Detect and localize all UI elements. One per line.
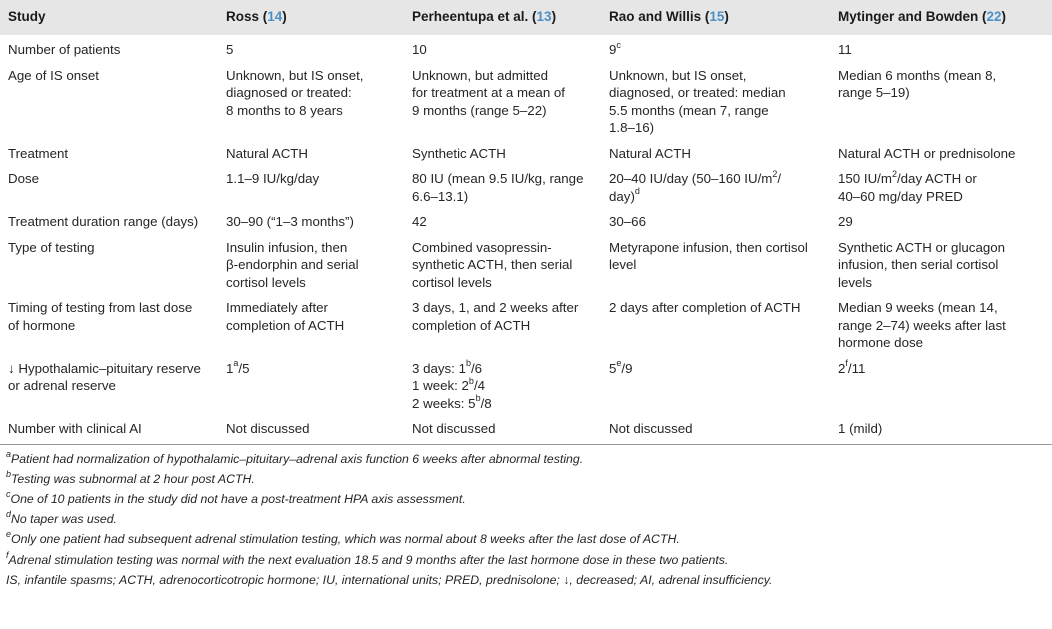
footnote: [6, 509, 1046, 529]
cell-line: ↓ Hypothalamic–pituitary reserve: [8, 360, 201, 376]
superscript: 2: [891, 168, 897, 179]
row-label: [0, 295, 218, 356]
footnote-text: IS, infantile spasms; ACTH, adrenocorticotropic hormone; IU, international units; PRED, prednisolone; ↓, decreased; AI, adrenal insufficiency.: [6, 572, 773, 587]
footnote-text: One of 10 patients in the study did not have a post-treatment HPA axis assessment.: [10, 491, 466, 506]
header-perheentupa: [404, 0, 601, 35]
footnote-text: No taper was used.: [11, 512, 117, 527]
cell-line: 80 IU (mean 9.5 IU/kg, range: [412, 171, 584, 186]
cell: Not discussed: [601, 416, 830, 444]
cell-text: 3 days: 1: [412, 360, 466, 376]
row-clinical-ai: [0, 416, 1052, 444]
footnote-mark: e: [6, 529, 12, 540]
cell-text: /9: [621, 360, 633, 376]
cell-text: /day ACTH or: [896, 171, 977, 186]
header-text: Mytinger and Bowden (: [838, 9, 987, 24]
footnote-mark: b: [465, 358, 471, 369]
cell: 29: [838, 214, 853, 229]
header-text: ): [724, 9, 729, 24]
cell-line: 9 months (range 5–22): [412, 102, 547, 118]
cell-line: [609, 188, 822, 206]
cell: Natural ACTH or prednisolone: [838, 145, 1016, 161]
cell-text: /6: [470, 360, 483, 376]
cell-line: Insulin infusion, then: [226, 239, 348, 255]
cell: [218, 295, 404, 356]
cell-line: [412, 377, 593, 395]
header-text: ): [1001, 9, 1007, 24]
header-text: ): [551, 9, 557, 24]
cell-line: Unknown, but admitted: [412, 67, 549, 83]
cell: [601, 35, 830, 63]
footnote-mark: c: [6, 488, 11, 499]
cell-line: 2 days after completion of ACTH: [609, 300, 801, 315]
cell-line: Metyrapone infusion, then cortisol: [609, 239, 808, 255]
cell-line: completion of ACTH: [412, 317, 531, 333]
footnote-mark: b: [475, 393, 481, 404]
cell-line: Median 9 weeks (mean 14,: [838, 300, 998, 315]
cell-line: 8 months to 8 years: [226, 102, 343, 118]
reference-link[interactable]: 22: [986, 9, 1002, 24]
footnote: [6, 449, 1046, 469]
cell-line: 3 days, 1, and 2 weeks after: [412, 300, 579, 315]
row-label: Age of IS onset: [8, 67, 99, 83]
cell-line: diagnosed, or treated: median: [609, 85, 786, 100]
row-label: Type of testing: [8, 239, 95, 255]
header-ross: [218, 0, 404, 35]
cell-line: [412, 395, 593, 413]
cell-line: β-endorphin and serial: [226, 257, 359, 272]
row-label: Number of patients: [8, 42, 121, 57]
footnote-text: Only one patient had subsequent adrenal stimulation testing, which was normal about 8 weeks after the last dose of ACTH.: [11, 532, 680, 547]
cell-line: 5.5 months (mean 7, range: [609, 102, 769, 118]
row-label: Dose: [8, 171, 40, 186]
cell: [404, 166, 601, 209]
cell: Not discussed: [218, 416, 404, 444]
cell: Not discussed: [404, 416, 601, 444]
header-mytinger-bowden: [830, 0, 1052, 35]
cell-line: 40–60 mg/day PRED: [838, 188, 963, 204]
footnote-mark: b: [468, 375, 474, 386]
cell: Synthetic ACTH: [412, 145, 506, 161]
row-reserve: [0, 356, 1052, 417]
row-label: Treatment: [8, 145, 69, 161]
cell-line: Combined vasopressin-: [412, 239, 552, 255]
cell-text: 9: [609, 42, 617, 57]
cell-line: of hormone: [8, 317, 76, 333]
cell: Natural ACTH: [226, 145, 309, 161]
superscript: 2: [772, 168, 778, 179]
footnote-mark: e: [616, 358, 622, 369]
cell-line: Timing of testing from last dose: [8, 300, 193, 315]
cell: [404, 295, 601, 356]
cell: Natural ACTH: [609, 145, 692, 161]
row-timing-of-testing: [0, 295, 1052, 356]
cell: 42: [412, 214, 427, 229]
cell: [601, 356, 830, 417]
cell-text: /4: [473, 378, 486, 393]
cell: [404, 235, 601, 296]
cell-text: /11: [847, 360, 866, 376]
footnote-mark: a: [6, 448, 12, 459]
cell: [830, 295, 1052, 356]
abbreviations: [6, 570, 1046, 590]
cell-line: for treatment at a mean of: [412, 85, 565, 100]
cell-line: hormone dose: [838, 335, 924, 350]
footnote-mark: b: [6, 468, 12, 479]
cell: 1 (mild): [830, 416, 1052, 444]
cell-line: 6.6–13.1): [412, 188, 469, 204]
cell: 11: [838, 42, 852, 57]
row-type-of-testing: [0, 235, 1052, 296]
row-number-of-patients: [0, 35, 1052, 63]
cell-line: [609, 170, 822, 188]
cell-line: diagnosed or treated:: [226, 85, 352, 100]
header-rao-willis: [601, 0, 830, 35]
footnote-text: Patient had normalization of hypothalamic–pituitary–adrenal axis function 6 weeks after abnormal testing.: [11, 451, 584, 466]
cell-line: completion of ACTH: [226, 317, 345, 333]
cell: 30–90 (“1–3 months”): [226, 214, 354, 229]
cell-text: /: [777, 171, 782, 186]
cell-text: 20–40 IU/day (50–160 IU/m: [609, 171, 773, 186]
footnote-text: Adrenal stimulation testing was normal with the next evaluation 18.5 and 9 months after the last hormone dose in these two patients.: [8, 552, 729, 567]
cell: [601, 63, 830, 141]
header-text: ): [282, 9, 287, 24]
cell-text: 5: [609, 360, 617, 376]
header-text: Perheentupa et al. (: [412, 9, 537, 24]
cell: [830, 63, 1052, 141]
header-text: Rao and Willis (: [609, 9, 710, 24]
row-label: Treatment duration range (days): [8, 214, 199, 229]
cell: [601, 166, 830, 209]
footnote: [6, 550, 1046, 570]
cell: [601, 295, 830, 356]
cell-text: 2 weeks: 5: [412, 395, 476, 411]
cell-line: [838, 170, 1044, 188]
cell: [830, 235, 1052, 296]
cell-text: 2: [838, 360, 846, 376]
footnote-mark: f: [845, 358, 848, 369]
row-label: [0, 356, 218, 417]
cell-line: levels: [838, 274, 872, 290]
cell-text: /5: [238, 360, 250, 376]
reference-link[interactable]: 13: [536, 9, 552, 24]
cell-text: day): [609, 188, 635, 204]
cell-line: range 5–19): [838, 85, 910, 100]
cell-line: synthetic ACTH, then serial: [412, 257, 573, 272]
cell-text: 150 IU/m: [838, 171, 892, 186]
cell-line: Synthetic ACTH or glucagon: [838, 239, 1006, 255]
cell-text: 1: [226, 360, 234, 376]
footnote-mark: d: [6, 509, 12, 520]
footnote-mark: d: [634, 186, 640, 197]
cell-line: or adrenal reserve: [8, 378, 116, 393]
cell-text: 1 week: 2: [412, 378, 469, 393]
cell-line: Median 6 months (mean 8,: [838, 67, 997, 83]
cell-line: Immediately after: [226, 300, 328, 315]
row-age-of-onset: [0, 63, 1052, 141]
cell: 10: [412, 42, 427, 57]
cell-line: [412, 360, 593, 378]
cell-line: Unknown, but IS onset,: [226, 67, 364, 83]
footnote-mark: c: [616, 39, 621, 50]
reference-link[interactable]: 14: [267, 9, 283, 24]
cell-line: cortisol levels: [226, 274, 306, 290]
cell: [830, 166, 1052, 209]
reference-link[interactable]: 15: [709, 9, 725, 24]
cell: 30–66: [609, 214, 646, 229]
cell: [218, 356, 404, 417]
cell-line: infusion, then serial cortisol: [838, 257, 999, 272]
cell: [218, 63, 404, 141]
cell: 5: [226, 42, 234, 57]
table-footnotes: [0, 445, 1052, 590]
cell: [404, 356, 601, 417]
row-dose: [0, 166, 1052, 209]
header-study: Study: [8, 9, 46, 24]
cell-line: Unknown, but IS onset,: [609, 67, 747, 83]
row-label: Number with clinical AI: [0, 416, 218, 444]
cell: 1.1–9 IU/kg/day: [226, 171, 320, 186]
cell: [404, 63, 601, 141]
row-treatment-duration: [0, 209, 1052, 235]
cell: [218, 235, 404, 296]
footnote: [6, 529, 1046, 549]
footnote-mark: f: [6, 549, 9, 560]
cell-line: 1.8–16): [609, 120, 655, 135]
row-treatment: [0, 141, 1052, 167]
table-header-row: [0, 0, 1052, 35]
cell-line: level: [609, 257, 637, 272]
cell-line: range 2–74) weeks after last: [838, 317, 1006, 333]
cell-line: cortisol levels: [412, 274, 492, 290]
cell: [601, 235, 830, 296]
footnote-text: Testing was subnormal at 2 hour post ACTH.: [11, 471, 255, 486]
cell-text: /8: [480, 395, 492, 411]
footnote: [6, 469, 1046, 489]
header-text: Ross (: [226, 9, 268, 24]
footnote: [6, 489, 1046, 509]
footnote-mark: a: [233, 358, 239, 369]
cell: [830, 356, 1052, 417]
